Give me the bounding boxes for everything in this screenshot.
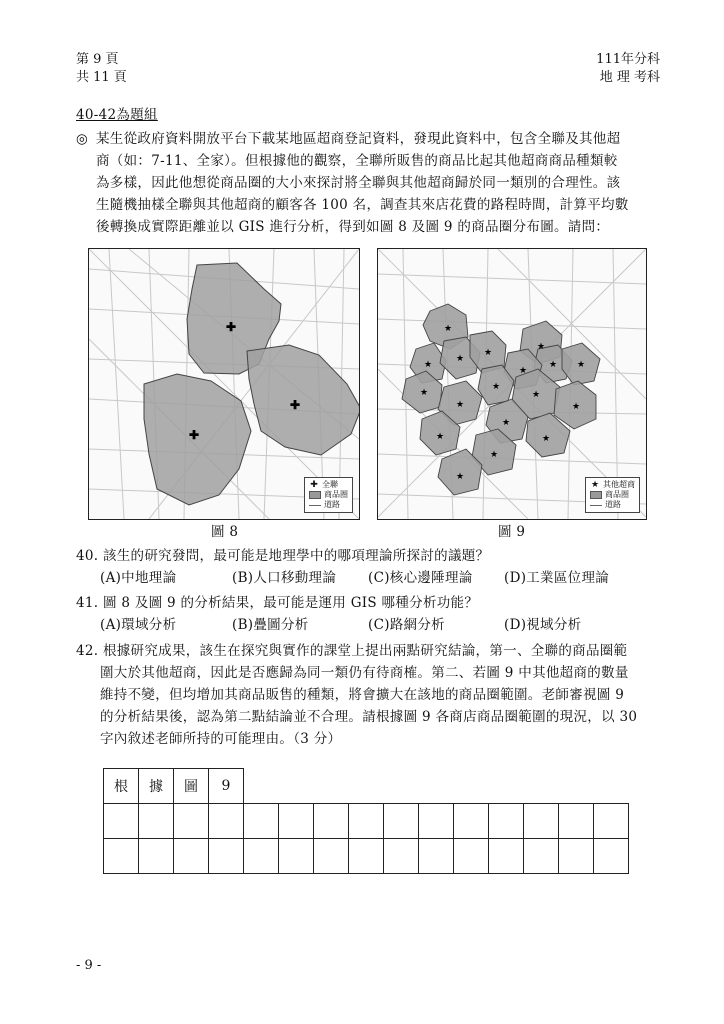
answer-cell[interactable] [104,804,139,839]
intro-line: 後轉換成實際距離並以 GIS 進行分析，得到如圖 8 及圖 9 的商品圈分布圖。請問： [96,219,610,235]
convenience-store-marker: ★ [518,366,528,376]
convenience-store-marker: ★ [443,324,453,334]
answer-cell[interactable] [419,804,454,839]
convenience-store-marker: ★ [455,400,465,410]
quanlian-store-marker: ✚ [289,398,301,412]
answer-cell[interactable] [174,839,209,874]
figure-9-caption: 圖 9 [498,524,526,540]
exam-year-label: 111年分科 [596,52,660,67]
answer-cell[interactable] [279,804,314,839]
road-line-icon [590,505,602,506]
question-41-option-b: (B)疊圖分析 [232,617,309,633]
quanlian-store-marker: ✚ [225,320,237,334]
area-swatch-icon [309,491,321,499]
answer-cell[interactable] [489,839,524,874]
star-icon: ★ [590,480,600,490]
answer-cell[interactable] [454,804,489,839]
answer-cell[interactable] [279,839,314,874]
answer-cell[interactable] [559,839,594,874]
quanlian-store-marker: ✚ [188,428,200,442]
question-41-option-c: (C)路網分析 [368,617,445,633]
answer-cell[interactable] [349,804,384,839]
convenience-store-marker: ★ [491,382,501,392]
question-40-option-d: (D)工業區位理論 [504,570,610,586]
answer-cell[interactable] [384,804,419,839]
question-41-option-d: (D)視域分析 [504,617,582,633]
footer-page-number: - 9 - [76,958,102,973]
question-41-option-a: (A)環域分析 [100,617,177,633]
figure-8-legend [304,477,353,513]
figure-9-map [377,248,647,520]
convenience-store-marker: ★ [541,434,551,444]
subject-label: 地 理 考科 [599,70,660,85]
intro-marker: ◎ [76,131,89,147]
question-40-option-a: (A)中地理論 [100,570,177,586]
convenience-store-marker: ★ [455,472,465,482]
answer-cell[interactable] [209,804,244,839]
convenience-store-marker: ★ [576,360,586,370]
answer-cell[interactable] [174,804,209,839]
page-number-label: 第 9 頁 [76,52,119,67]
question-42-line: 圍大於其他超商，因此是否應歸為同一類仍有待商榷。第二、若圖 9 中其他超商的數量 [100,665,629,681]
question-40-stem: 40. 該生的研究發問，最可能是地理學中的哪項理論所探討的議題？ [76,548,490,564]
legend-area-label: 商品圈 [324,490,348,499]
prefill-cell: 根 [104,769,139,804]
answer-cell[interactable] [524,804,559,839]
answer-cell[interactable] [244,804,279,839]
legend-road-label: 道路 [324,500,340,509]
answer-cell[interactable] [104,839,139,874]
intro-line: 生隨機抽樣全聯與其他超商的顧客各 100 名，調查其來店花費的路程時間，計算平均數 [96,197,629,213]
question-40-option-c: (C)核心邊陲理論 [368,570,473,586]
figure-8-caption: 圖 8 [211,524,239,540]
answer-cell[interactable] [349,839,384,874]
prefill-cell: 據 [139,769,174,804]
answer-cell[interactable] [314,839,349,874]
answer-cell[interactable] [244,839,279,874]
intro-line: 為多樣，因此他想從商品圈的大小來探討將全聯與其他超商歸於同一類別的合理性。該 [96,175,621,191]
area-swatch-icon [590,491,602,499]
answer-cell[interactable] [594,804,629,839]
intro-paragraph [96,128,656,238]
answer-cell[interactable] [314,804,349,839]
figure-8-map [88,248,360,520]
group-title: 40-42為題組 [76,107,158,123]
prefill-cell: 圖 [174,769,209,804]
answer-grid-row[interactable] [104,839,629,874]
answer-cell[interactable] [489,804,524,839]
answer-cell[interactable] [594,839,629,874]
question-42-line: 42. 根據研究成果，該生在探究與實作的課堂上提出兩點研究結論，第一、全聯的商品圈範 [76,643,628,659]
legend-store-label: 其他超商 [603,480,635,489]
answer-grid[interactable] [103,768,629,874]
answer-cell[interactable] [139,804,174,839]
answer-cell[interactable] [384,839,419,874]
road-line-icon [309,505,321,506]
answer-grid-prefill-row [104,769,629,804]
total-pages-label: 共 11 頁 [76,70,127,85]
question-40-option-b: (B)人口移動理論 [232,570,337,586]
convenience-store-marker: ★ [489,450,499,460]
answer-cell[interactable] [454,839,489,874]
convenience-store-marker: ★ [455,354,465,364]
convenience-store-marker: ★ [501,418,511,428]
prefill-cell: 9 [209,769,244,804]
convenience-store-marker: ★ [531,390,541,400]
question-42-line: 字內敘述老師所持的可能理由。（3 分） [100,731,342,747]
cross-icon: ✚ [310,480,318,490]
convenience-store-marker: ★ [419,388,429,398]
convenience-store-marker: ★ [435,432,445,442]
answer-cell[interactable] [419,839,454,874]
question-42-stem [76,640,656,750]
convenience-store-marker: ★ [536,342,546,352]
answer-cell[interactable] [209,839,244,874]
answer-cell[interactable] [559,804,594,839]
answer-grid-row[interactable] [104,804,629,839]
legend-road-label: 道路 [605,500,621,509]
answer-cell[interactable] [139,839,174,874]
question-42-line: 維持不變，但均增加其商品販售的種類，將會擴大在該地的商品圈範圍。老師審視圖 9 [100,687,625,703]
convenience-store-marker: ★ [548,360,558,370]
question-42-line: 的分析結果後，認為第二點結論並不合理。請根據圖 9 各商店商品圈範圍的現況，以 30 [100,709,638,725]
intro-line: 商（如：7-11、全家）。但根據他的觀察，全聯所販售的商品比起其他超商商品種類較 [96,153,618,169]
legend-store-label: 全聯 [322,480,338,489]
convenience-store-marker: ★ [423,360,433,370]
convenience-store-marker: ★ [483,348,493,358]
legend-area-label: 商品圈 [605,490,629,499]
figure-9-legend [585,477,640,513]
question-41-stem: 41. 圖 8 及圖 9 的分析結果，最可能是運用 GIS 哪種分析功能？ [76,595,479,611]
answer-cell[interactable] [524,839,559,874]
intro-line: 某生從政府資料開放平台下載某地區超商登記資料，發現此資料中，包含全聯及其他超 [96,131,621,147]
convenience-store-marker: ★ [571,402,581,412]
